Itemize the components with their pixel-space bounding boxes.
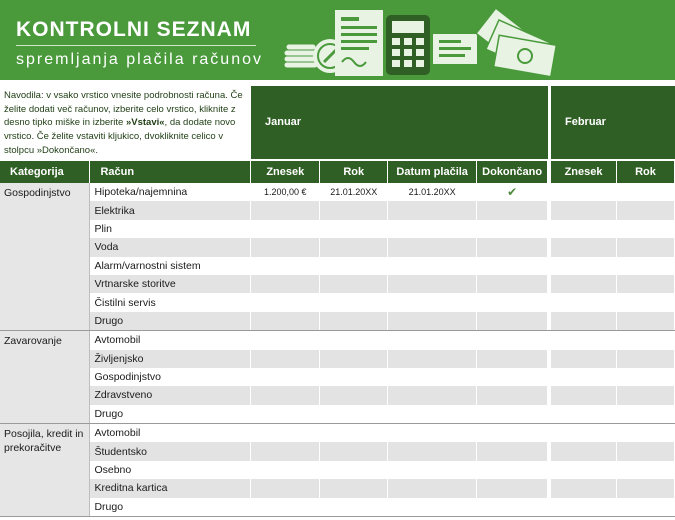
page-subtitle: spremljanja plačila računov	[16, 51, 263, 68]
bill-cell[interactable]: Čistilni servis	[90, 293, 251, 311]
bills-money-illustration	[280, 6, 670, 80]
amount-feb-cell[interactable]	[551, 238, 617, 256]
due-date-cell[interactable]	[320, 331, 388, 350]
due-feb-cell[interactable]	[617, 498, 675, 517]
page-title: KONTROLNI SEZNAM	[16, 18, 252, 41]
amount-cell[interactable]	[251, 331, 320, 350]
bill-cell[interactable]: Plin	[90, 220, 251, 238]
due-feb-cell[interactable]	[617, 312, 675, 331]
due-date-cell[interactable]	[320, 461, 388, 479]
table-row	[0, 293, 675, 311]
month-header-january	[251, 86, 548, 159]
amount-feb-cell[interactable]	[551, 405, 617, 424]
col-header-due-feb[interactable]: Rok	[617, 161, 675, 183]
due-date-cell[interactable]	[320, 368, 388, 386]
table-row	[0, 405, 675, 424]
bill-cell[interactable]: Drugo	[90, 498, 251, 517]
month-label-january: Januar	[265, 116, 302, 128]
amount-feb-cell[interactable]	[551, 424, 617, 443]
bill-cell[interactable]: Osebno	[90, 461, 251, 479]
amount-feb-cell[interactable]	[551, 331, 617, 350]
paid-date-cell[interactable]: 21.01.20XX	[388, 183, 477, 201]
due-date-cell[interactable]	[320, 479, 388, 497]
amount-cell[interactable]	[251, 479, 320, 497]
amount-cell[interactable]	[251, 312, 320, 331]
paid-date-cell[interactable]	[388, 238, 477, 256]
due-feb-cell[interactable]	[617, 461, 675, 479]
table-row	[0, 257, 675, 275]
due-feb-cell[interactable]	[617, 368, 675, 386]
due-feb-cell[interactable]	[617, 275, 675, 293]
bill-cell[interactable]: Drugo	[90, 312, 251, 331]
amount-feb-cell[interactable]	[551, 479, 617, 497]
paid-date-cell[interactable]	[388, 442, 477, 460]
due-feb-cell[interactable]	[617, 257, 675, 275]
receipt-icon	[433, 34, 477, 64]
bill-cell[interactable]: Avtomobil	[90, 424, 251, 443]
title-divider	[16, 45, 256, 46]
due-feb-cell[interactable]	[617, 331, 675, 350]
month-header-february	[551, 86, 675, 159]
amount-cell[interactable]	[251, 275, 320, 293]
amount-cell[interactable]	[251, 220, 320, 238]
done-cell[interactable]	[477, 424, 548, 443]
amount-feb-cell[interactable]	[551, 386, 617, 404]
invoice-icon	[335, 10, 383, 76]
calculator-icon	[386, 15, 430, 75]
amount-cell[interactable]	[251, 368, 320, 386]
due-feb-cell[interactable]	[617, 405, 675, 424]
amount-feb-cell[interactable]	[551, 442, 617, 460]
due-date-cell[interactable]	[320, 386, 388, 404]
paid-date-cell[interactable]	[388, 257, 477, 275]
done-cell[interactable]	[477, 386, 548, 404]
table-row	[0, 312, 675, 331]
paid-date-cell[interactable]	[388, 368, 477, 386]
instructions-part1: Navodila: v vsako vrstico vnesite podrobnosti računa. Če želite dodati več računov, izberite celo vrstico, kliknite z desno tipko miške in izberite	[4, 90, 243, 129]
paid-date-cell[interactable]	[388, 201, 477, 219]
amount-cell[interactable]	[251, 257, 320, 275]
due-date-cell[interactable]	[320, 220, 388, 238]
bill-cell[interactable]: Avtomobil	[90, 331, 251, 350]
bill-cell[interactable]: Kreditna kartica	[90, 479, 251, 497]
paid-date-cell[interactable]	[388, 293, 477, 311]
paid-date-cell[interactable]	[388, 386, 477, 404]
col-header-due[interactable]: Rok	[320, 161, 388, 183]
done-cell[interactable]	[477, 220, 548, 238]
amount-cell[interactable]	[251, 442, 320, 460]
bill-cell[interactable]: Voda	[90, 238, 251, 256]
bill-rows	[0, 183, 675, 517]
table-row	[0, 498, 675, 517]
instructions-text	[4, 89, 248, 158]
bill-cell[interactable]: Drugo	[90, 405, 251, 424]
amount-feb-cell[interactable]	[551, 498, 617, 517]
table-row	[0, 201, 675, 219]
bill-cell[interactable]: Alarm/varnostni sistem	[90, 257, 251, 275]
amount-cell[interactable]	[251, 386, 320, 404]
table-row	[0, 479, 675, 497]
instructions-part2: , da dodate novo vrstico. Če želite vstaviti kljukico, dvokliknite celico v stolpcu »Dokončano«.	[4, 117, 236, 156]
done-cell[interactable]	[477, 350, 548, 368]
due-feb-cell[interactable]	[617, 424, 675, 443]
col-header-amount-feb[interactable]: Znesek	[551, 161, 617, 183]
paid-date-cell[interactable]	[388, 275, 477, 293]
table-row	[0, 442, 675, 460]
done-cell[interactable]	[477, 238, 548, 256]
amount-feb-cell[interactable]	[551, 257, 617, 275]
done-cell[interactable]	[477, 479, 548, 497]
due-feb-cell[interactable]	[617, 183, 675, 201]
month-label-february: Februar	[565, 116, 606, 128]
done-cell[interactable]	[477, 293, 548, 311]
amount-cell[interactable]	[251, 238, 320, 256]
col-header-category[interactable]: Kategorija	[0, 161, 90, 183]
table-row	[0, 368, 675, 386]
due-feb-cell[interactable]	[617, 220, 675, 238]
due-date-cell[interactable]	[320, 238, 388, 256]
bill-cell[interactable]: Vrtnarske storitve	[90, 275, 251, 293]
table-row	[0, 350, 675, 368]
due-feb-cell[interactable]	[617, 442, 675, 460]
amount-cell[interactable]	[251, 424, 320, 443]
bill-cell[interactable]: Študentsko	[90, 442, 251, 460]
bill-cell[interactable]: Življenjsko	[90, 350, 251, 368]
done-cell[interactable]	[477, 275, 548, 293]
amount-cell[interactable]	[251, 201, 320, 219]
coin-stack-icon	[284, 44, 318, 68]
amount-feb-cell[interactable]	[551, 275, 617, 293]
table-row	[0, 183, 675, 201]
column-header-row	[0, 161, 675, 183]
paid-date-cell[interactable]	[388, 220, 477, 238]
due-date-cell[interactable]	[320, 442, 388, 460]
due-feb-cell[interactable]	[617, 238, 675, 256]
table-row	[0, 238, 675, 256]
due-date-cell[interactable]	[320, 424, 388, 443]
due-date-cell[interactable]	[320, 257, 388, 275]
paid-date-cell[interactable]	[388, 350, 477, 368]
due-date-cell[interactable]: 21.01.20XX	[320, 183, 388, 201]
col-header-amount[interactable]: Znesek	[251, 161, 320, 183]
table-row	[0, 424, 675, 443]
table-row	[0, 220, 675, 238]
table-row	[0, 275, 675, 293]
category-cell[interactable]: Posojila, kredit in prekoračitve	[0, 424, 90, 517]
amount-cell[interactable]	[251, 405, 320, 424]
done-cell[interactable]	[477, 405, 548, 424]
due-date-cell[interactable]	[320, 275, 388, 293]
due-feb-cell[interactable]	[617, 201, 675, 219]
paid-date-cell[interactable]	[388, 498, 477, 517]
amount-feb-cell[interactable]	[551, 293, 617, 311]
amount-feb-cell[interactable]	[551, 461, 617, 479]
done-cell[interactable]	[477, 257, 548, 275]
category-cell[interactable]: Gospodinjstvo	[0, 183, 90, 331]
bill-checklist-table	[0, 161, 675, 517]
done-cell[interactable]	[477, 368, 548, 386]
amount-feb-cell[interactable]	[551, 183, 617, 201]
due-date-cell[interactable]	[320, 405, 388, 424]
amount-cell[interactable]	[251, 498, 320, 517]
amount-feb-cell[interactable]	[551, 312, 617, 331]
banknotes-icon	[476, 8, 556, 77]
paid-date-cell[interactable]	[388, 331, 477, 350]
bill-cell[interactable]: Hipoteka/najemnina	[90, 183, 251, 201]
paid-date-cell[interactable]	[388, 461, 477, 479]
bill-cell[interactable]: Elektrika	[90, 201, 251, 219]
due-feb-cell[interactable]	[617, 386, 675, 404]
due-feb-cell[interactable]	[617, 293, 675, 311]
amount-cell[interactable]: 1.200,00 €	[251, 183, 320, 201]
col-header-paid-date[interactable]: Datum plačila	[388, 161, 477, 183]
due-date-cell[interactable]	[320, 293, 388, 311]
paid-date-cell[interactable]	[388, 479, 477, 497]
done-cell[interactable]	[477, 201, 548, 219]
due-feb-cell[interactable]	[617, 350, 675, 368]
paid-date-cell[interactable]	[388, 312, 477, 331]
col-header-bill[interactable]: Račun	[90, 161, 251, 183]
table-row	[0, 386, 675, 404]
amount-feb-cell[interactable]	[551, 220, 617, 238]
amount-feb-cell[interactable]	[551, 368, 617, 386]
done-cell[interactable]	[477, 498, 548, 517]
col-header-done[interactable]: Dokončano	[477, 161, 548, 183]
instructions-insert-keyword: »Vstavi«	[125, 117, 165, 129]
done-cell[interactable]	[477, 442, 548, 460]
title-banner	[0, 0, 675, 80]
due-date-cell[interactable]	[320, 350, 388, 368]
done-cell[interactable]	[477, 331, 548, 350]
done-cell[interactable]	[477, 461, 548, 479]
amount-feb-cell[interactable]	[551, 201, 617, 219]
done-cell[interactable]: ✔	[477, 183, 548, 201]
paid-date-cell[interactable]	[388, 424, 477, 443]
amount-feb-cell[interactable]	[551, 350, 617, 368]
bill-cell[interactable]: Gospodinjstvo	[90, 368, 251, 386]
due-date-cell[interactable]	[320, 201, 388, 219]
done-cell[interactable]	[477, 312, 548, 331]
due-date-cell[interactable]	[320, 312, 388, 331]
bill-cell[interactable]: Zdravstveno	[90, 386, 251, 404]
amount-cell[interactable]	[251, 461, 320, 479]
amount-cell[interactable]	[251, 350, 320, 368]
paid-date-cell[interactable]	[388, 405, 477, 424]
due-feb-cell[interactable]	[617, 479, 675, 497]
amount-cell[interactable]	[251, 293, 320, 311]
category-cell[interactable]: Zavarovanje	[0, 331, 90, 424]
table-row	[0, 461, 675, 479]
table-row	[0, 331, 675, 350]
due-date-cell[interactable]	[320, 498, 388, 517]
